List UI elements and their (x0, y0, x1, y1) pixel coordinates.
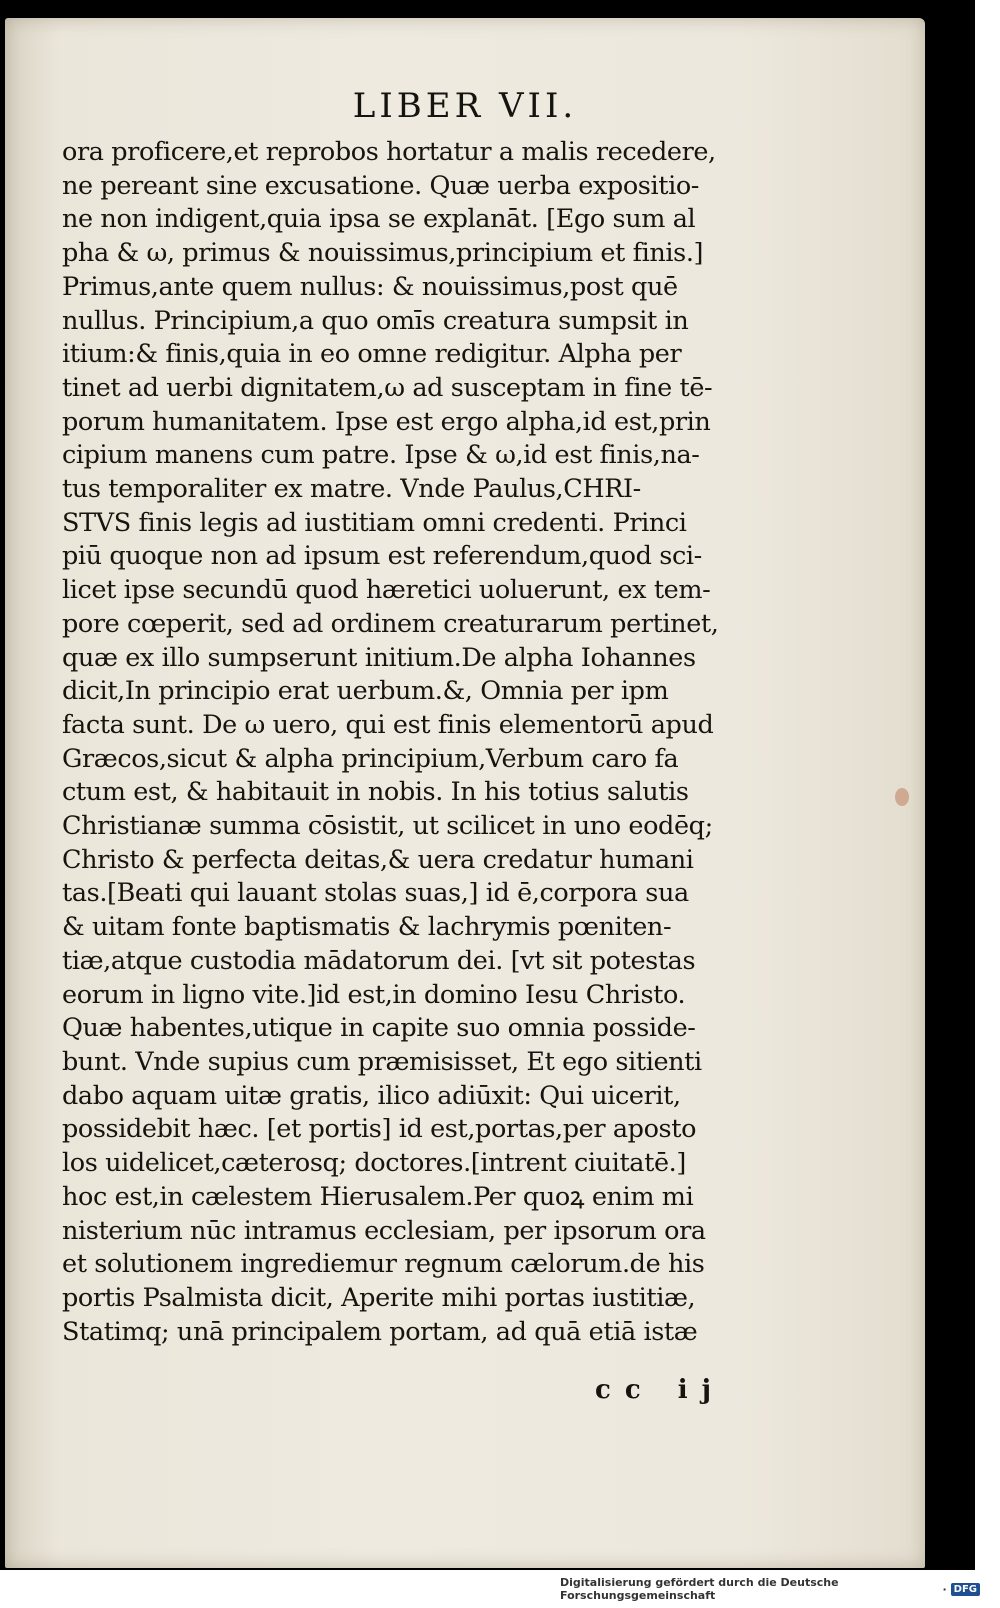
text-line: quæ ex illo sumpserunt initium.De alpha Iohannes (62, 642, 696, 673)
text-line: Quæ habentes,utique in capite suo omnia posside- (62, 1013, 696, 1044)
text-line: ora proficere,et reprobos hortatur a malis recedere, (62, 137, 716, 167)
text-line: piū quoque non ad ipsum est referendum,quod sci- (62, 541, 702, 572)
digitization-footer: Digitalisierung gefördert durch die Deutsche Forschungsgemeinschaft · DFG (560, 1578, 980, 1600)
text-line: possidebit hæc. [et portis] id est,portas,per aposto (62, 1114, 697, 1145)
signature-mark: cc ij (595, 1375, 725, 1405)
text-line: itium:& finis,quia in eo omne redigitur. Alpha per (62, 339, 682, 370)
text-line: Statimq; unā principalem portam, ad quā etiā istæ (62, 1316, 698, 1347)
text-line: tas.[Beati qui lauant stolas suas,] id ē,corpora sua (62, 878, 689, 909)
text-line: los uidelicet,cæterosq; doctores.[intrent ciuitatē.] (62, 1148, 686, 1179)
text-line: Græcos,sicut & alpha principium,Verbum caro fa (62, 743, 679, 774)
footer-credit: Digitalisierung gefördert durch die Deutsche Forschungsgemeinschaft (560, 1576, 839, 1602)
paper-stain (895, 788, 909, 806)
text-line: Christianæ summa cōsistit, ut scilicet in uno eodēq; (62, 811, 713, 842)
text-line: STVS finis legis ad iustitiam omni credenti. Princi (62, 507, 687, 538)
text-line: ne non indigent,quia ipsa se explanāt. [Ego sum al (62, 204, 696, 235)
text-line: licet ipse secundū quod hæretici uoluerunt, ex tem- (62, 575, 711, 606)
text-line: dabo aquam uitæ gratis, ilico adiūxit: Qui uicerit, (62, 1080, 681, 1111)
running-head: LIBER VII. (352, 86, 578, 126)
text-line: ne pereant sine excusatione. Quæ uerba expositio- (62, 170, 700, 201)
text-line: & uitam fonte baptismatis & lachrymis pœniten- (62, 912, 672, 943)
text-line: Christo & perfecta deitas,& uera credatur humani (62, 844, 694, 875)
text-line: facta sunt. De ω uero, qui est finis elementorū apud (62, 709, 714, 740)
text-line: porum humanitatem. Ipse est ergo alpha,id est,prin (62, 406, 711, 437)
text-line: portis Psalmista dicit, Aperite mihi portas iustitiæ, (62, 1282, 696, 1313)
text-line: et solutionem ingrediemur regnum cælorum.de his (62, 1249, 705, 1280)
text-line: ctum est, & habitauit in nobis. In his totius salutis (62, 777, 689, 808)
text-line: nisterium nūc intramus ecclesiam, per ipsorum ora (62, 1215, 706, 1246)
text-line: nullus. Principium,a quo omīs creatura sumpsit in (62, 305, 689, 336)
text-line: pha & ω, primus & nouissimus,principium et finis.] (62, 238, 704, 269)
text-line: hoc est,in cælestem Hierusalem.Per quoꝝ enim mi (62, 1181, 694, 1212)
text-line: bunt. Vnde supius cum præmisisset, Et ego sitienti (62, 1046, 702, 1077)
dfg-logo-icon: DFG (951, 1583, 980, 1596)
text-line: eorum in ligno vite.]id est,in domino Iesu Christo. (62, 979, 686, 1010)
text-line: tiæ,atque custodia mādatorum dei. [vt sit potestas (62, 945, 696, 976)
text-line: Primus,ante quem nullus: & nouissimus,post quē (62, 271, 678, 302)
text-line: dicit,In principio erat uerbum.&, Omnia per ipm (62, 676, 669, 707)
book-page (5, 18, 925, 1568)
text-line: pore cœperit, sed ad ordinem creaturarum pertinet, (62, 608, 719, 639)
text-line: cipium manens cum patre. Ipse & ω,id est finis,na- (62, 440, 700, 471)
text-line: tus temporaliter ex matre. Vnde Paulus,CHRI- (62, 474, 641, 505)
body-text (62, 136, 777, 1349)
text-line: tinet ad uerbi dignitatem,ω ad susceptam in fine tē- (62, 372, 713, 403)
